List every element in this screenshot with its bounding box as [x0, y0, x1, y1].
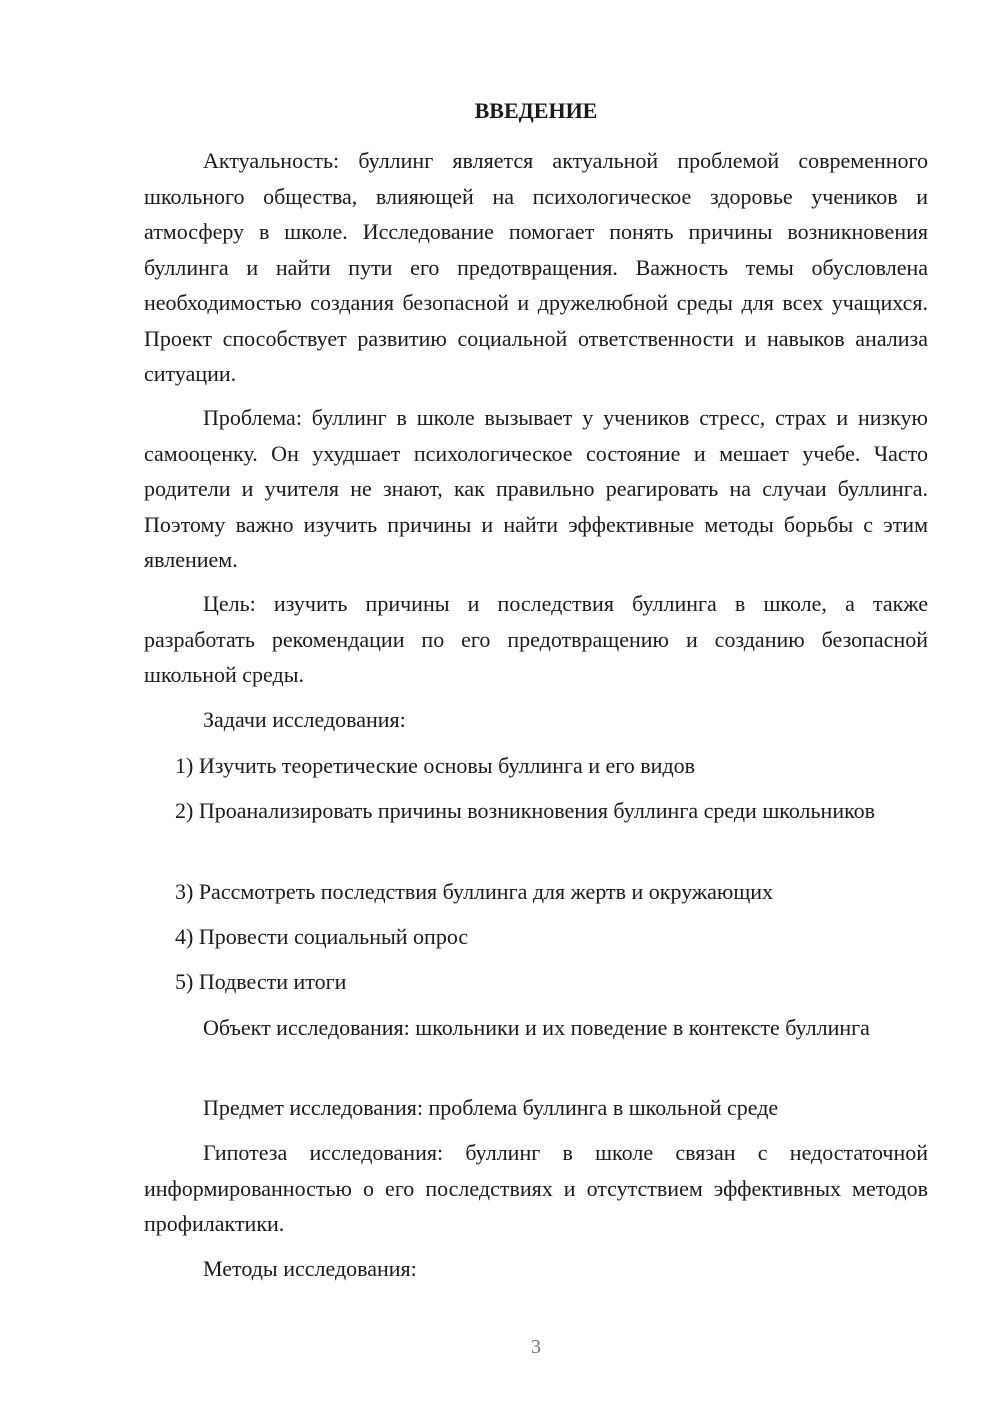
paragraph-hypothesis: Гипотеза исследования: буллинг в школе связан с недостаточной информированностью о его последствиях и отсутствием эффективных методов профилактики.	[144, 1140, 928, 1236]
task-item-4: 4) Провести социальный опрос	[175, 924, 469, 949]
paragraph-methods: Методы исследования:	[203, 1256, 417, 1281]
paragraph-problem: Проблема: буллинг в школе вызывает у учеников стресс, страх и низкую самооценку. Он ухудшает психологическое состояние и мешает учебе. Часто родители и учителя не знают, как правильно реагировать на случаи буллинга. Поэтому важно изучить причины и найти эффективные методы борьбы с этим явлением.	[144, 405, 928, 572]
paragraph-tasks-title: Задачи исследования:	[203, 707, 406, 732]
paragraph-subject: Предмет исследования: проблема буллинга в школьной среде	[203, 1095, 779, 1120]
section-heading: ВВЕДЕНИЕ	[474, 98, 598, 123]
task-item-5: 5) Подвести итоги	[175, 969, 347, 994]
paragraph-relevance: Актуальность: буллинг является актуальной проблемой современного школьного общества, влияющей на психологическое здоровье учеников и атмосферу в школе. Исследование помогает понять причины возникновения буллинга и найти пути его предотвращения. Важность темы обусловлена необходимостью создания безопасной и дружелюбной среды для всех учащихся. Проект способствует развитию социальной ответственности и навыков анализа ситуации.	[144, 148, 928, 386]
task-item-2: 2) Проанализировать причины возникновения буллинга среди школьников	[175, 798, 876, 823]
paragraph-goal: Цель: изучить причины и последствия буллинга в школе, а также разработать рекомендации по его предотвращению и созданию безопасной школьной среды.	[144, 591, 928, 687]
task-item-1: 1) Изучить теоретические основы буллинга и его видов	[175, 753, 696, 778]
task-item-3: 3) Рассмотреть последствия буллинга для жертв и окружающих	[175, 879, 774, 904]
paragraph-object: Объект исследования: школьники и их поведение в контексте буллинга	[203, 1015, 870, 1040]
page-number: 3	[531, 1336, 541, 1358]
